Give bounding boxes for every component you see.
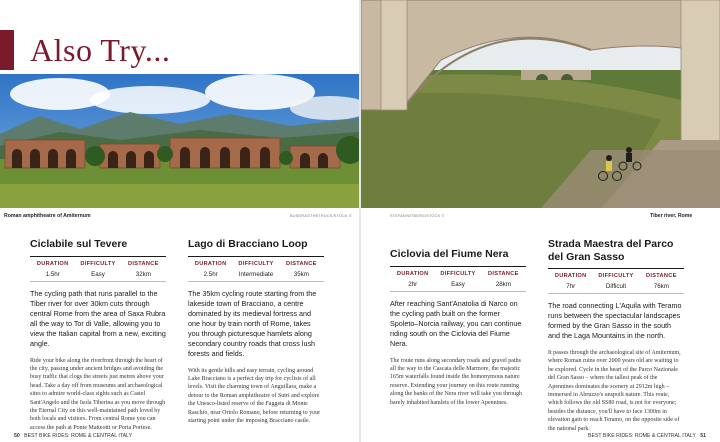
stat-label: DURATION (36, 260, 69, 267)
route-intro: The cycling path that runs parallel to the Tiber river for over 30km cuts through central Rome from the area of Saxa Rubra all the way to Tor di Valle, allowing you to view the Italian capital from a new, exciting angle. (30, 288, 166, 348)
stat-label: DIFFICULTY (598, 273, 634, 279)
running-title: BEST BIKE RIDES: ROME & CENTRAL ITALY (24, 433, 133, 439)
stat-value: 1.5hr (45, 270, 60, 278)
route-intro: The road connecting L'Aquila with Teramo runs between the spectacular landscapes formed by the Gran Sasso in the south and the Laga Mountains in the north. (548, 301, 682, 340)
stat-duration (390, 271, 435, 288)
stat-label: DURATION (554, 273, 587, 279)
route-intro: After reaching Sant'Anatolia di Narco on the cycling path built on the former Spoleto–Norcia railway, you can continue riding south on the Ciclovia del Fiume Nera. (390, 298, 522, 348)
route-title: Ciclabile sul Tevere (30, 238, 128, 250)
page-number: 50 (14, 433, 20, 439)
stat-label: DISTANCE (128, 260, 159, 267)
stat-label: DIFFICULTY (238, 260, 274, 267)
tiber-river-photo (361, 0, 720, 208)
stat-label: DURATION (194, 260, 227, 267)
stat-difficulty (593, 273, 638, 290)
stat-difficulty (435, 271, 480, 288)
stat-duration (30, 261, 75, 278)
stat-duration (548, 273, 593, 290)
route-ciclabile-tevere (30, 238, 166, 432)
stat-value: 35km (293, 270, 309, 278)
route-body: Ride your bike along the riverfront through the heart of the city, passing under ancient bridges and avoiding the busy traffic that clogs the streets just metres above your head. Take a day off from museums and archaeological sites to admire world-class sights such as Castel Sant'Angelo and the Isola Tiberina as you move through the Eternal City on this well-maintained path loved by both locals and visitors. From central Rome you can access the path at Ponte Matteotti or Porta Portese. (30, 357, 166, 431)
right-photo-caption: Tiber river, Rome (650, 213, 693, 219)
chapter-tab-left (0, 30, 14, 70)
stat-value: Intermediate (238, 270, 274, 278)
route-stats (548, 268, 684, 294)
route-ciclovia-nera (390, 248, 526, 407)
route-stats (30, 256, 166, 282)
route-gran-sasso (548, 238, 684, 433)
stat-label: DISTANCE (646, 273, 677, 279)
stat-value: 32km (135, 270, 151, 278)
footer-left (14, 433, 132, 439)
stat-label: DURATION (396, 270, 429, 277)
route-lago-bracciano (188, 238, 324, 425)
route-title: Ciclovia del Fiume Nera (390, 248, 509, 260)
stat-value: 76km (653, 283, 669, 290)
stat-distance (121, 261, 166, 278)
stat-value: Easy (451, 280, 465, 288)
amphitheatre-photo (0, 74, 359, 208)
route-body: It passes through the archaeological site of Amiternum, where Roman ruins over 2000 years old are waiting to be explored. Cycle in the heart of the Parco Nazionale del Gran Sasso – where the tallest peak of the Apennines dominates the scenery at 2912m high – immersed in Abruzzo's unspoilt nature. This route, which follows the old SS80 road, is not for everyone; besides the distance, you'll have to face 1300m in elevation gain to reach Teramo, on the opposite side of the national park. (548, 350, 681, 432)
page-heading: Also Try... (30, 32, 171, 68)
stat-value: 2hr (408, 280, 418, 288)
right-photo-credit: STEFANIWTBERG/STOCK © (390, 214, 445, 218)
route-stats (188, 256, 324, 282)
route-intro: The 35km cycling route starting from the lakeside town of Bracciano, a centre dominated by its medieval fortress and one hour by train north of Rome, takes you through picturesque hamlets along secondary country roads that cross lush forests and fields. (188, 288, 317, 358)
stat-distance (481, 271, 526, 288)
route-title: Lago di Bracciano Loop (188, 238, 308, 250)
running-title: BEST BIKE RIDES: ROME & CENTRAL ITALY (587, 433, 696, 439)
stat-label: DIFFICULTY (80, 260, 116, 267)
stat-duration (188, 261, 233, 278)
stat-value: 7hr (566, 283, 576, 290)
stat-distance (639, 273, 684, 290)
stat-label: DISTANCE (488, 270, 519, 277)
stat-difficulty (75, 261, 120, 278)
stat-value: 2.5hr (203, 270, 218, 278)
route-stats (390, 266, 526, 292)
footer-right (588, 433, 706, 439)
route-body: With its gentle hills and easy terrain, cycling around Lake Bracciano is a perfect day trip for cyclists of all levels. Visit the charming town of Anguillara, make a detour to the Roman amphitheatre of Sutri and explore the Unesco-listed reserve of the Faggeta di Monte Raschio, near Oriolo Romano, before returning to your starting point under the imposing Bracciano castle. (188, 367, 321, 424)
stat-label: DISTANCE (286, 260, 317, 267)
route-title: Strada Maestra del Parco del Gran Sasso (548, 238, 674, 263)
left-photo-credit: BUSDRAGTHETRUCK/STOCK © (290, 214, 352, 218)
stat-value: Difficult (605, 283, 627, 290)
stat-label: DIFFICULTY (440, 270, 476, 277)
left-photo-caption: Roman amphitheatre of Amiternum (4, 213, 91, 219)
page-number: 51 (700, 433, 706, 439)
route-body: The route runs along secondary roads and gravel paths all the way to the Cascata delle Marmore, the majestic 165m waterfalls found inside the homonymous nature reserve. Extending your journey on this route running along the banks of the Nera river will take you through barely inhabited hamlets of the lower Apennines. (390, 357, 522, 406)
stat-value: Easy (91, 270, 105, 278)
stat-value: 28km (495, 280, 511, 288)
stat-difficulty (233, 261, 278, 278)
stat-distance (279, 261, 324, 278)
